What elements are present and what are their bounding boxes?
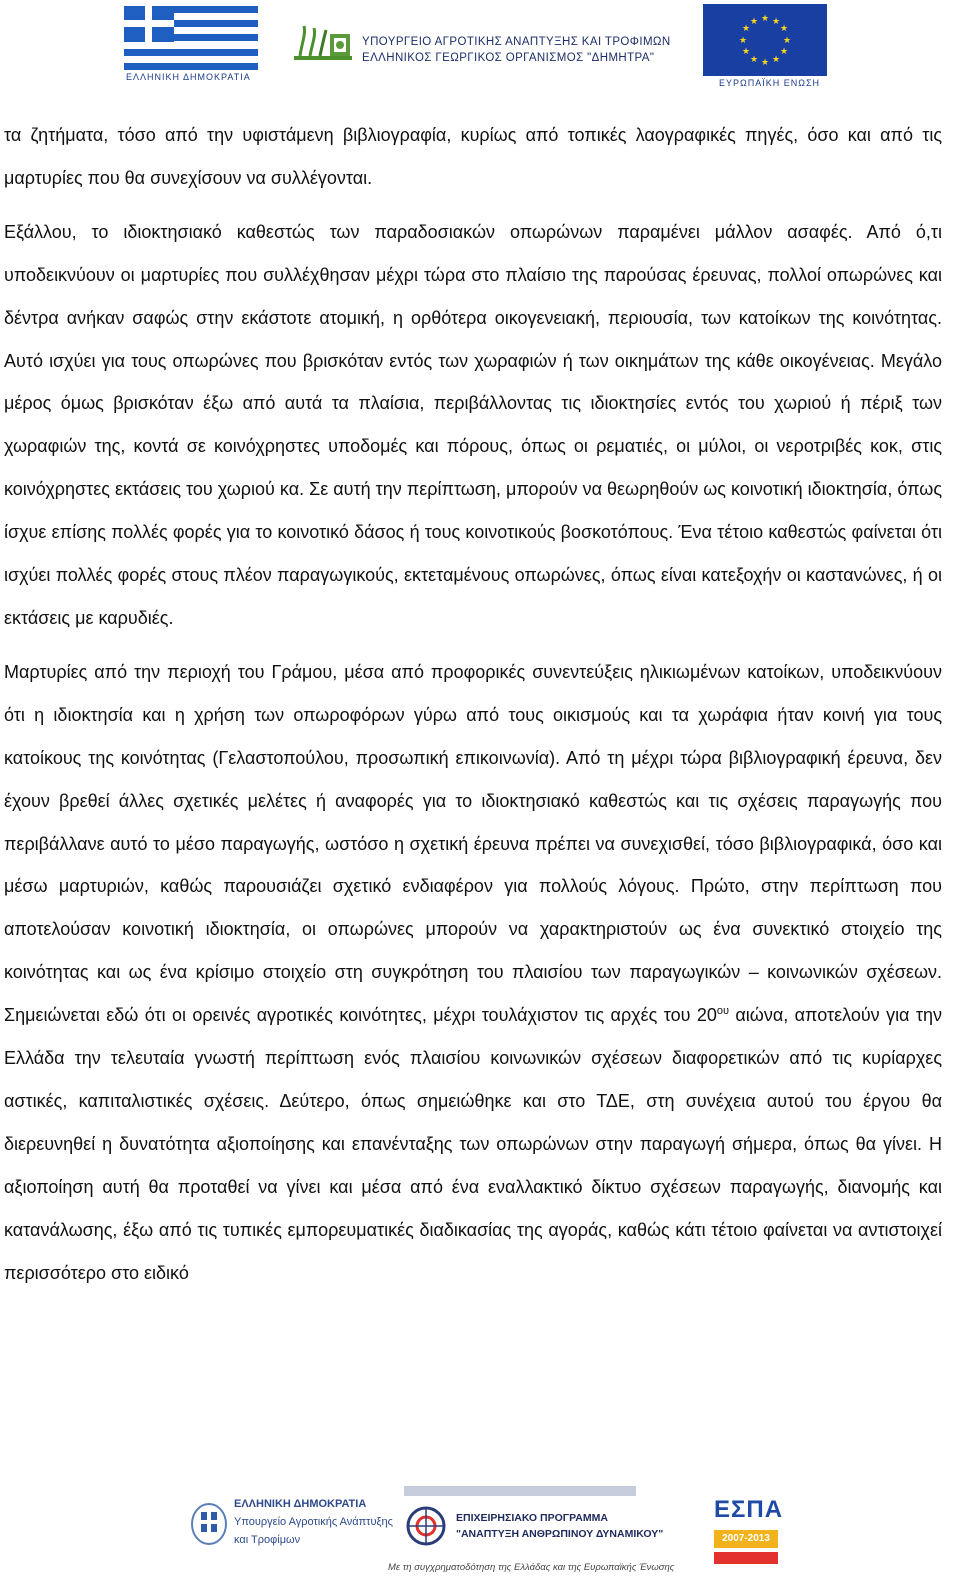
- compass-circle-icon: [406, 1506, 446, 1546]
- paragraph-3-part-2: αιώνα, αποτελούν για την Ελλάδα την τελευταία γνωστή περίπτωση ενός πλαισίου κοινωνικών σχέσεων διαφορετικών από τις κυρίαρχες αστικές, καπιταλιστικές σχέσεις. Δεύτερο, όπως σημειώθηκε και στο ΤΔΕ, στη συνέχεια αυτού του έργου θα διερευνηθεί η δυνατότητα αξιοποίησης και επανένταξης των οπωρώνων στην παραγωγή σήμερα, όπως θα γίνει. Η αξιοποίηση αυτή θα προταθεί να γίνει και μέσα από ένα εναλλακτικό δίκτυο σχέσεων παραγωγής, διανομής και κατανάλωσης, έξω από τις τυπικές εμπορευματικές διαδικασίας της αγοράς, καθώς κάτι τέτοιο φαίνεται να αντιστοιχεί περισσότερο στο ειδικό: [4, 1005, 942, 1283]
- svg-text:★: ★: [738, 36, 748, 46]
- svg-text:★: ★: [749, 55, 759, 65]
- svg-text:★: ★: [779, 24, 789, 34]
- svg-text:★: ★: [749, 17, 759, 27]
- svg-text:★: ★: [771, 55, 781, 65]
- greek-flag-logo: [124, 6, 258, 84]
- paragraph-1: τα ζητήματα, τόσο από την υφιστάμενη βιβλιογραφία, κυρίως από τοπικές λαογραφικές πηγές, όσο και από τις μαρτυρίες που θα συνεχίσουν να συλλέγονται.: [4, 125, 942, 188]
- eu-caption: ΕΥΡΩΠΑΪΚΗ ΕΝΩΣΗ: [719, 78, 821, 88]
- paragraph-3-part-1: Μαρτυρίες από την περιοχή του Γράμου, μέσα από προφορικές συνεντεύξεις ηλικιωμένων κατοίκων, υποδεικνύουν ότι η ιδιοκτησία και η χρήση των οπωροφόρων γύρω από τους οικισμούς και τα χωράφια ήταν κοινή για τους κατοίκους της κοινότητας (Γελαστοπούλου, προσωπική επικοινωνία). Από τη μέχρι τώρα βιβλιογραφική έρευνα, δεν έχουν βρεθεί άλλες σχετικές μελέτες ή αναφορές για το ιδιοκτησιακό καθεστώς και τις σχέσεις παραγωγής που περιβάλλανε αυτό το μέσο παραγωγής, ωστόσο η σχετική έρευνα πρέπει να συνεχισθεί, τόσο βιβλιογραφικά, όσο και μέσω μαρτυριών, καθώς παρουσιάζει σχετικό ενδιαφέρον για πολλούς λόγους. Πρώτο, στην περίπτωση που αποτελούσαν κοινοτική ιδιοκτησία, οι οπωρώνες μπορούν να χαρακτηριστούν ως ένα συνεκτικό στοιχείο της κοινότητας και ως ένα κρίσιμο στοιχείο στη συγκρότηση του πλαισίου των παραγωγικών – κοινωνικών σχέσεων. Σημειώνεται εδώ ότι οι ορεινές αγροτικές κοινότητες, μέχρι τουλάχιστον τις αρχές του 20: [4, 661, 942, 1026]
- footer-cofunding-note: Με τη συγχρηματοδότηση της Ελλάδας και της Ευρωπαϊκής Ένωσης: [388, 1562, 675, 1573]
- ministry-line-2: ΕΛΛΗΝΙΚΟΣ ΓΕΩΡΓΙΚΟΣ ΟΡΓΑΝΙΣΜΟΣ "ΔΗΜΗΤΡΑ": [362, 52, 655, 64]
- svg-text:★: ★: [779, 47, 789, 57]
- ministry-logo: [290, 22, 670, 74]
- svg-text:★: ★: [760, 14, 770, 24]
- footer-left-line-3: και Τροφίμων: [234, 1534, 301, 1546]
- footer-mid-banner: [404, 1486, 636, 1496]
- footer-mid-line-2: "ΑΝΑΠΤΥΞΗ ΑΝΘΡΩΠΙΝΟΥ ΔΥΝΑΜΙΚΟΥ": [456, 1528, 664, 1540]
- page-footer: [0, 1476, 960, 1593]
- svg-text:★: ★: [782, 36, 792, 46]
- greek-flag-icon: [124, 6, 258, 70]
- svg-text:★: ★: [741, 47, 751, 57]
- greek-emblem-icon: [190, 1500, 228, 1546]
- ordinal-superscript: ου: [716, 1005, 729, 1018]
- programme-footer-logo: [388, 1480, 694, 1584]
- footer-left-line-1: ΕΛΛΗΝΙΚΗ ΔΗΜΟΚΡΑΤΙΑ: [234, 1498, 367, 1510]
- ministry-line-1: ΥΠΟΥΡΓΕΙΟ ΑΓΡΟΤΙΚΗΣ ΑΝΑΠΤΥΞΗΣ ΚΑΙ ΤΡΟΦΙΜΩΝ: [362, 36, 671, 48]
- paragraph-3: [4, 651, 942, 1295]
- eu-flag-logo: [703, 4, 829, 94]
- page-header: [0, 0, 960, 96]
- svg-text:★: ★: [741, 24, 751, 34]
- footer-left-line-2: Υπουργείο Αγροτικής Ανάπτυξης: [234, 1516, 393, 1528]
- svg-text:★: ★: [760, 58, 770, 68]
- espa-logo: [714, 1496, 784, 1576]
- eu-flag-icon: [703, 4, 827, 76]
- ministry-footer-logo: [190, 1492, 400, 1574]
- espa-years: 2007-2013: [722, 1533, 770, 1544]
- paragraph-2: Εξάλλου, το ιδιοκτησιακό καθεστώς των παραδοσιακών οπωρώνων παραμένει μάλλον ασαφές. Από ό,τι υποδεικνύουν οι μαρτυρίες που συλλέχθησαν μέχρι τώρα στο πλαίσιο της παρούσας έρευνας, πολλοί οπωρώνες και δέντρα ανήκαν σαφώς στην εκάστοτε ατομική, η ορθότερα οικογενειακή, περιουσία, των κατοίκων της κοινότητας. Αυτό ισχύει για τους οπωρώνες που βρισκόταν εντός των χωραφιών ή των οικημάτων της κάθε οικογένειας. Μεγάλο μέρος όμως βρισκόταν έξω από αυτά τα πλαίσια, περιβάλλοντας τις ιδιοκτησίες εντός του χωριού ή πέριξ των χωραφιών της, κοντά σε κοινόχρηστες υποδομές και πόρους, όπως οι ρεματιές, οι μύλοι, οι νεροτριβές κοκ, στις κοινόχρηστες εκτάσεις του χωριού κα. Σε αυτή την περίπτωση, μπορούν να θεωρηθούν ως κοινοτική ιδιοκτησία, όπως ίσχυε επίσης πολλές φορές για το κοινοτικό δάσος ή τους κοινοτικούς βοσκοτόπους. Ένα τέτοιο καθεστώς φαίνεται ότι ισχύει πολλές φορές στους πλέον παραγωγικούς, εκτεταμένους οπωρώνες, όπως είναι κατεξοχήν οι καστανώνες, ή οι εκτάσεις με καρυδιές.: [4, 221, 942, 628]
- espa-title: ΕΣΠΑ: [714, 1496, 784, 1523]
- espa-years-badge: [714, 1530, 778, 1548]
- svg-text:★: ★: [771, 17, 781, 27]
- footer-mid-line-1: ΕΠΙΧΕΙΡΗΣΙΑΚΟ ΠΡΟΓΡΑΜΜΑ: [456, 1512, 608, 1524]
- document-body: [4, 114, 942, 1294]
- wheat-emblem-icon: [290, 22, 356, 68]
- espa-red-strip: [714, 1552, 778, 1564]
- greece-caption: ΕΛΛΗΝΙΚΗ ΔΗΜΟΚΡΑΤΙΑ: [126, 72, 251, 82]
